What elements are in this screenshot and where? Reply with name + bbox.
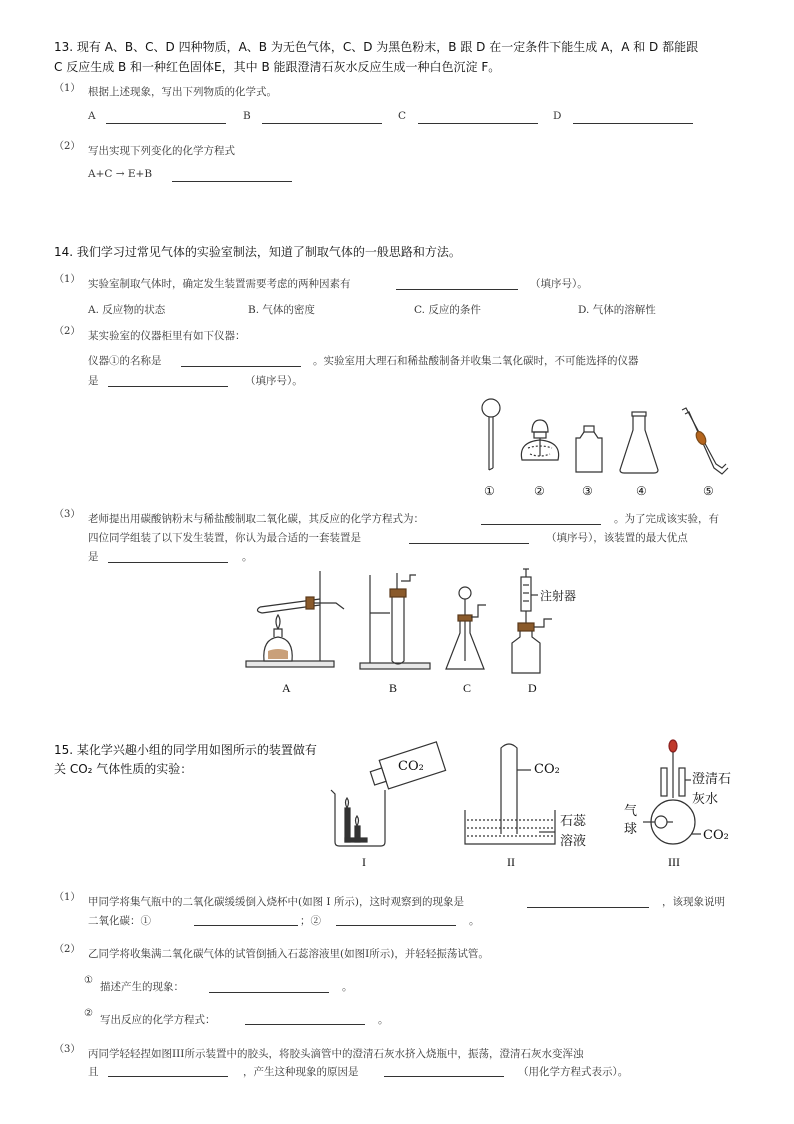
long-neck-funnel-icon [482, 399, 500, 470]
q14-part3-line1b: 。为了完成该实验，有 [614, 513, 719, 525]
q14-answer-3c[interactable] [108, 562, 228, 563]
q15-part2-sub2-number: ② [84, 1008, 93, 1019]
fig3-lime-label-1: 澄清石 [692, 772, 732, 787]
q15-part1-line1b: ，该现象说明 [662, 896, 725, 908]
q15-part2-number: （2） [54, 944, 81, 955]
q14-part2-text: 某实验室的仪器柜里有如下仪器： [88, 330, 246, 342]
instrument-label-2: ② [534, 484, 545, 498]
q13-answer-b[interactable] [262, 123, 382, 124]
alcohol-lamp-icon [521, 420, 558, 460]
q15-part2-sub2-text: 写出反应的化学方程式： [100, 1014, 216, 1026]
apparatus-label-c: C [463, 681, 472, 695]
q14-part1-text: 实验室制取气体时，确定发生装置需要考虑的两种因素有 [88, 278, 351, 290]
q14-answer-1[interactable] [396, 289, 518, 290]
q14-part2-hint: （填序号）。 [245, 375, 303, 387]
q14-answer-2a[interactable] [181, 366, 301, 367]
figure-1-beaker-candles [331, 742, 446, 846]
apparatus-b-test-tube-setup [360, 573, 430, 669]
q13-part2-number: （2） [54, 141, 81, 152]
q15-part3-line2c: （用化学方程式表示）。 [518, 1066, 629, 1078]
instrument-label-1: ① [484, 484, 495, 498]
q14-option-a: A. 反应物的状态 [88, 304, 166, 316]
apparatus-label-d: D [528, 681, 537, 695]
delivery-tube-icon [682, 408, 728, 474]
gas-bottle-icon [576, 426, 602, 472]
q14-part3-line2a: 四位同学组装了以下发生装置，你认为最合适的一套装置是 [88, 532, 361, 544]
figure-2-tube-in-litmus [465, 744, 555, 844]
instrument-label-5: ⑤ [703, 484, 714, 498]
fig3-balloon-label-2: 球 [624, 822, 638, 837]
q13-label-a: A [88, 110, 96, 122]
q14-answer-2b[interactable] [108, 386, 228, 387]
apparatus-d-syringe-bottle [512, 569, 552, 673]
q13-label-d: D [553, 110, 562, 122]
apparatus-a-heating-setup [246, 571, 344, 667]
q14-part3-line3a: 是 [88, 551, 99, 563]
q14-part3-number: （3） [54, 509, 81, 520]
q14-part2-line1b: 。实验室用大理石和稀盐酸制备并收集二氧化碳时，不可能选择的仪器 [313, 355, 639, 367]
fig3-co2-label: CO₂ [703, 828, 729, 843]
q13-stem-line2: C 反应生成 B 和一种红色固体E，其中 B 能跟澄清石灰水反应生成一种白色沉淀 F。 [54, 60, 501, 74]
q14-part3-line1a: 老师提出用碳酸钠粉末与稀盐酸制取二氧化碳，其反应的化学方程式为： [88, 513, 424, 525]
q14-option-d: D. 气体的溶解性 [578, 304, 656, 316]
q14-part2-line2a: 是 [88, 375, 99, 387]
fig2-litmus-label-2: 溶液 [560, 834, 587, 849]
apparatus-figure [240, 565, 600, 680]
q15-answer-3b[interactable] [384, 1076, 504, 1077]
q14-part1-hint: （填序号）。 [530, 278, 588, 290]
conical-flask-icon [620, 412, 658, 473]
instrument-label-3: ③ [582, 484, 593, 498]
q15-stem-line1: 15. 某化学兴趣小组的同学用如图所示的装置做有 [54, 743, 317, 757]
fig2-co2-label: CO₂ [534, 762, 560, 777]
q14-option-c: C. 反应的条件 [414, 304, 481, 316]
q13-part1-text: 根据上述现象，写出下列物质的化学式。 [88, 86, 277, 98]
q14-part3-line3b: 。 [242, 551, 253, 563]
q15-part3-line2a: 且 [88, 1066, 99, 1078]
q15-answer-1b[interactable] [194, 925, 298, 926]
q15-answer-1c[interactable] [336, 925, 456, 926]
q13-answer-equation[interactable] [172, 181, 292, 182]
q15-part3-number: （3） [54, 1044, 81, 1055]
fig2-litmus-label-1: 石蕊 [560, 814, 587, 829]
q14-option-b: B. 气体的密度 [248, 304, 315, 316]
q15-answer-3a[interactable] [108, 1076, 228, 1077]
q14-answer-3a[interactable] [481, 524, 601, 525]
q14-part3-line2b: （填序号），该装置的最大优点 [546, 532, 688, 544]
q15-part3-line2b: ，产生这种现象的原因是 [243, 1066, 359, 1078]
q15-part2-sub2-dot: 。 [378, 1014, 389, 1026]
q15-answer-2b[interactable] [245, 1024, 365, 1025]
q15-part1-line2c: 。 [469, 915, 480, 927]
apparatus-label-b: B [389, 681, 398, 695]
instrument-figure [470, 390, 730, 480]
q14-part2-number: （2） [54, 326, 81, 337]
instrument-label-4: ④ [636, 484, 647, 498]
q15-part1-line1a: 甲同学将集气瓶中的二氧化碳缓缓倒入烧杯中(如图 I 所示)，这时观察到的现象是 [88, 896, 465, 908]
q13-part1-number: （1） [54, 83, 81, 94]
q15-part1-number: （1） [54, 892, 81, 903]
fig3-balloon-label-1: 气 [624, 804, 638, 819]
q14-part1-number: （1） [54, 274, 81, 285]
q15-part3-line1: 丙同学轻轻捏如图III所示装置中的胶头，将胶头滴管中的澄清石灰水挤入烧瓶中，振荡，澄清石灰水变浑浊 [88, 1048, 584, 1060]
q13-answer-a[interactable] [106, 123, 226, 124]
q15-stem-line2: 关 CO₂ 气体性质的实验： [54, 762, 193, 776]
apparatus-label-a: A [282, 681, 291, 695]
apparatus-c-flask-funnel [446, 587, 486, 669]
fig1-co2-label: CO₂ [398, 759, 424, 774]
q13-answer-d[interactable] [573, 123, 693, 124]
q14-stem: 14. 我们学习过常见气体的实验室制法，知道了制取气体的一般思路和方法。 [54, 245, 461, 259]
syringe-label: 注射器 [540, 589, 577, 603]
q15-answer-2a[interactable] [209, 992, 329, 993]
q15-part2-sub1-text: 描述产生的现象： [100, 981, 184, 993]
fig-label-3: III [668, 855, 680, 869]
q13-stem-line1: 13. 现有 A、B、C、D 四种物质，A、B 为无色气体，C、D 为黑色粉末，B 跟 D 在一定条件下能生成 A，A 和 D 都能跟 [54, 40, 699, 54]
fig3-lime-label-2: 灰水 [692, 792, 719, 807]
q13-equation: A+C → E+B [88, 168, 153, 180]
fig-label-1: I [362, 855, 366, 869]
q15-part1-line2a: 二氧化碳：① [88, 915, 151, 927]
q15-part2-sub1-number: ① [84, 975, 93, 986]
q14-answer-3b[interactable] [409, 543, 529, 544]
q15-answer-1a[interactable] [527, 907, 649, 908]
q14-part2-line1a: 仪器①的名称是 [88, 355, 162, 367]
q13-part2-text: 写出实现下列变化的化学方程式 [88, 145, 235, 157]
q15-part1-line2b: ；② [300, 915, 321, 927]
q13-label-c: C [398, 110, 407, 122]
q15-part2-text: 乙同学将收集满二氧化碳气体的试管倒插入石蕊溶液里(如图I所示)，并轻轻振荡试管。 [88, 948, 489, 960]
fig-label-2: II [507, 855, 515, 869]
q13-label-b: B [243, 110, 251, 122]
q15-part2-sub1-dot: 。 [342, 981, 353, 993]
q13-answer-c[interactable] [418, 123, 538, 124]
